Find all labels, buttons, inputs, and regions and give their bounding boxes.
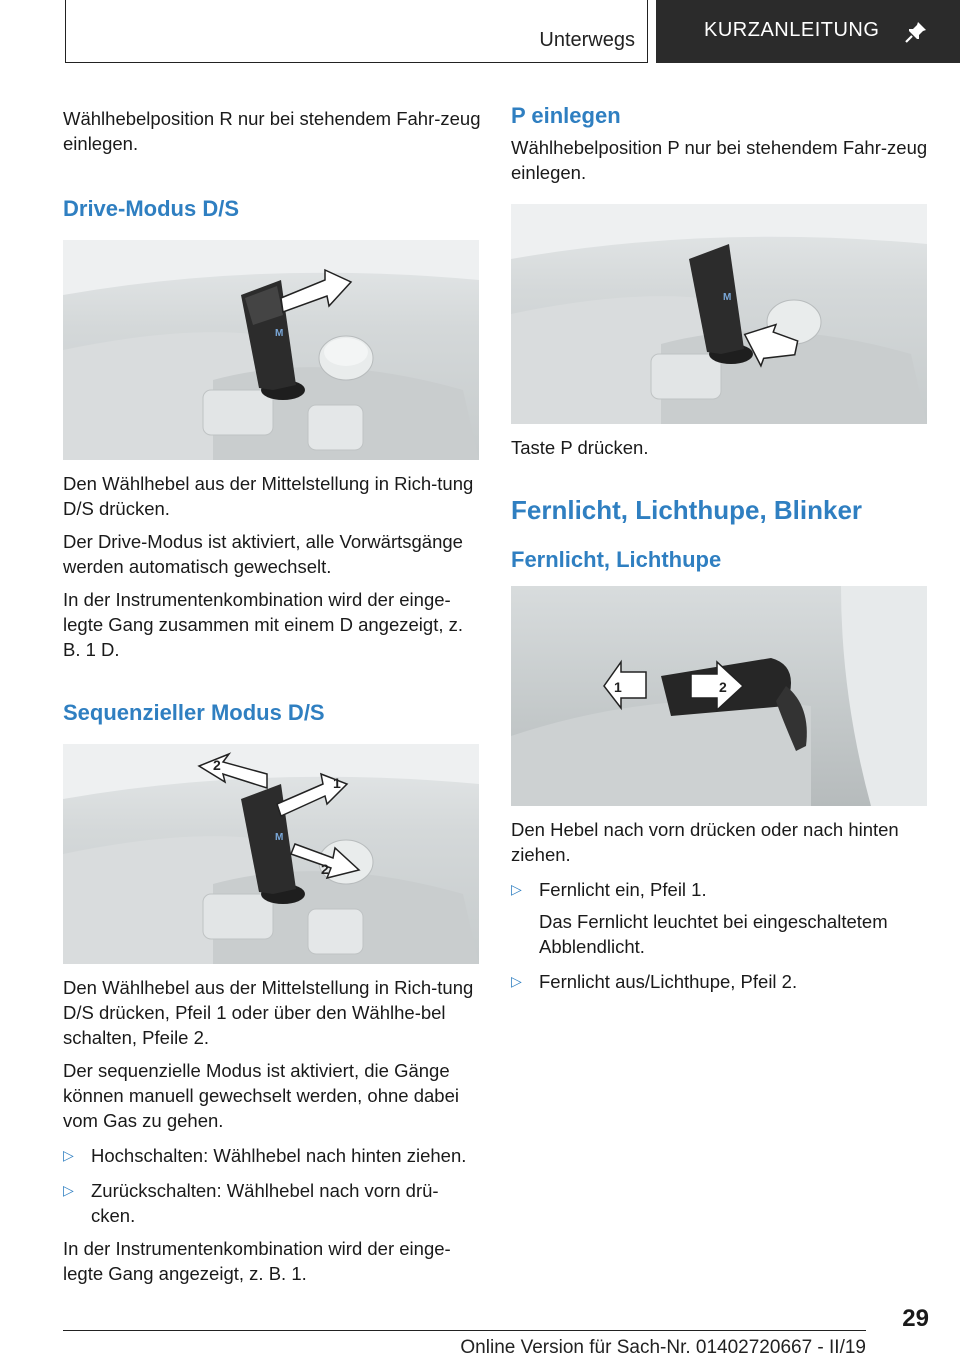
high-beam-on-item: Fernlicht ein, Pfeil 1. [539, 879, 707, 900]
drive-mode-step: Den Wählhebel aus der Mittelstellung in Rich-tung D/S drücken. [63, 473, 474, 519]
chapter-title: KURZANLEITUNG [704, 19, 880, 41]
sequential-mode-figure [63, 744, 479, 964]
arrow-label-1: 1 [333, 775, 341, 791]
upshift-instruction: Hochschalten: Wählhebel nach hinten ziehen. [91, 1145, 467, 1166]
bullet-triangle-icon: ▷ [511, 881, 522, 897]
pin-icon [903, 19, 929, 45]
lever-logo: M [275, 328, 284, 339]
park-button-illustration [511, 204, 927, 424]
reverse-note: Wählhebelposition R nur bei stehendem Fahr-zeug einlegen. [63, 108, 481, 154]
right-column [511, 100, 929, 994]
upshift-arrow-icon [277, 774, 347, 816]
high-beam-on-arrow-icon [604, 662, 646, 708]
header-section-box [65, 0, 648, 63]
arrow-label-2b: 2 [321, 861, 329, 877]
arrow-label-1: 1 [614, 679, 622, 695]
sequential-mode-heading: Sequenzieller Modus D/S [63, 700, 325, 725]
forward-arrow-icon [281, 270, 351, 312]
park-button-figure [511, 204, 927, 424]
header-section-title: Unterwegs [539, 29, 635, 51]
list-item [511, 877, 929, 902]
park-heading: P einlegen [511, 103, 621, 128]
arrow-label-2: 2 [213, 757, 221, 773]
page-number: 29 [902, 1305, 929, 1332]
sequential-display-note: In der Instrumentenkombination wird der einge-legte Gang angezeigt, z. B. 1. [63, 1238, 451, 1284]
lever-logo: M [723, 292, 732, 303]
drive-mode-heading: Drive-Modus D/S [63, 196, 240, 221]
drive-mode-active-note: Der Drive-Modus ist aktiviert, alle Vorwärtsgänge werden automatisch gewechselt. [63, 531, 463, 577]
high-beam-on-note: Das Fernlicht leuchtet bei eingeschaltetem Abblendlicht. [539, 911, 888, 957]
high-beam-heading: Fernlicht, Lichthupe [511, 547, 722, 572]
sequential-mode-active-note: Der sequenzielle Modus ist aktiviert, die Gänge können manuell gewechselt werden, ohne dabei vom Gas zu gehen. [63, 1060, 459, 1131]
gear-selector-illustration [63, 240, 479, 460]
lights-main-heading: Fernlicht, Lichthupe, Blinker [511, 495, 863, 525]
lever-logo: M [275, 832, 284, 843]
park-step: Taste P drücken. [511, 437, 649, 458]
downshift-instruction: Zurückschalten: Wählhebel nach vorn drü-cken. [91, 1180, 439, 1226]
bullet-triangle-icon: ▷ [63, 1147, 74, 1163]
list-item [63, 1143, 481, 1168]
bullet-triangle-icon: ▷ [511, 973, 522, 989]
left-column [63, 100, 481, 1286]
sequential-mode-step: Den Wählhebel aus der Mittelstellung in Rich-tung D/S drücken, Pfeil 1 oder über den Wählhe-bel schalten, Pfeile 2. [63, 977, 474, 1048]
park-note: Wählhebelposition P nur bei stehendem Fahr-zeug einlegen. [511, 137, 928, 183]
list-item [63, 1178, 481, 1228]
high-beam-figure [511, 586, 927, 806]
drive-mode-figure [63, 240, 479, 460]
drive-mode-display-note: In der Instrumentenkombination wird der einge-legte Gang zusammen mit einem D angezeigt, z. B. 1 D. [63, 589, 463, 660]
bullet-triangle-icon: ▷ [63, 1182, 74, 1198]
header-chapter-tab [656, 0, 960, 63]
footer-divider [63, 1330, 866, 1331]
gear-selector-shift-illustration [63, 744, 479, 964]
footer-online-version: Online Version für Sach-Nr. 01402720667 - II/19 [460, 1337, 866, 1358]
lever-instruction: Den Hebel nach vorn drücken oder nach hinten ziehen. [511, 819, 899, 865]
high-beam-off-item: Fernlicht aus/Lichthupe, Pfeil 2. [539, 971, 798, 992]
list-item [511, 969, 929, 994]
high-beam-lever-illustration [511, 586, 927, 806]
arrow-label-2: 2 [719, 679, 727, 695]
